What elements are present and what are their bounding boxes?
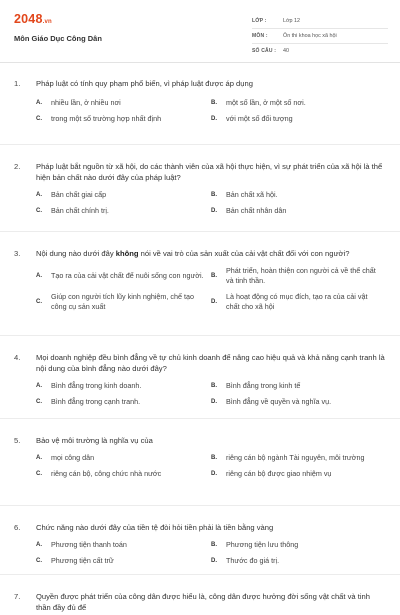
question-3 (0, 232, 400, 336)
option-c[interactable] (36, 556, 211, 566)
options (14, 98, 386, 133)
question-1 (0, 62, 400, 145)
question-number: 5. (14, 436, 21, 445)
question-7 (0, 575, 400, 615)
option-text: Bản chất giai cấp (51, 190, 107, 199)
meta-value: Lớp 12 (283, 18, 301, 24)
meta-label: SỐ CÂU : (252, 48, 277, 54)
option-text: mọi công dân (51, 453, 95, 462)
option-letter: B. (211, 383, 217, 389)
option-letter: D. (211, 399, 217, 405)
option-letter: D. (211, 116, 217, 122)
option-letter: D. (211, 558, 217, 564)
question-text: 7. Quyền được phát triển của công dân được hiểu là, công dân được hưởng đời sống vật chất và tinh thần đầy đủ để (14, 592, 370, 612)
option-letter: A. (36, 542, 42, 548)
option-text: Bản chất xã hội. (226, 190, 278, 199)
question-text: 5. Bảo vệ môi trường là nghĩa vụ của (14, 436, 153, 445)
question-number: 7. (14, 592, 21, 601)
option-text: Tạo ra của cải vật chất để nuôi sống con người. (51, 271, 204, 280)
option-a[interactable] (36, 190, 211, 200)
option-text: Bản chất chính trị. (51, 206, 109, 215)
option-d[interactable] (211, 397, 386, 407)
site-logo[interactable]: 2048.vn (14, 12, 52, 26)
option-letter: D. (211, 208, 217, 214)
option-letter: B. (211, 273, 217, 279)
option-letter: C. (36, 399, 42, 405)
question-2 (0, 145, 400, 232)
option-c[interactable] (36, 397, 211, 407)
option-text: với một số đối tượng (226, 114, 293, 123)
option-letter: C. (36, 471, 42, 477)
question-5 (0, 419, 400, 506)
question-4 (0, 336, 400, 419)
option-text: Phương tiện lưu thông (226, 540, 299, 549)
options (14, 266, 386, 321)
option-d[interactable] (211, 206, 386, 216)
option-text: Bình đẳng về quyền và nghĩa vụ. (226, 397, 332, 406)
question-6 (0, 506, 400, 575)
option-text: Là hoạt động có mục đích, tạo ra của cải vật chất cho xã hội (226, 292, 368, 311)
option-text: Phương tiện cất trữ (51, 556, 114, 565)
option-letter: D. (211, 471, 217, 477)
option-letter: A. (36, 100, 42, 106)
option-c[interactable] (36, 469, 211, 479)
option-letter: B. (211, 455, 217, 461)
question-text: 2. Pháp luật bắt nguồn từ xã hội, do các thành viên của xã hội thực hiện, vì sự phát triển của xã hội là thể hiện bản chất nào dưới đây của pháp luật? (14, 162, 383, 182)
question-text: 3. Nội dung nào dưới đây không nói về vai trò của sản xuất của cải vật chất đối với con người? (14, 249, 350, 258)
meta-label: MÔN : (252, 33, 268, 39)
meta-value: Ôn thi khoa học xã hội (283, 33, 337, 39)
option-b[interactable] (211, 381, 386, 391)
meta-count-row (252, 44, 388, 58)
question-text: 1. Pháp luật có tính quy phạm phổ biến, vì pháp luật được áp dụng (14, 79, 253, 88)
exam-header (0, 0, 400, 63)
option-text: Bình đẳng trong kinh tế (226, 381, 301, 390)
option-text: Phương tiện thanh toán (51, 540, 127, 549)
option-text: Bình đẳng trong cạnh tranh. (51, 397, 141, 406)
option-text: Phát triển, hoàn thiện con người cả về thể chất và tinh thần. (226, 266, 376, 285)
option-letter: A. (36, 455, 42, 461)
option-letter: C. (36, 558, 42, 564)
option-text: riêng cán bộ ngành Tài nguyên, môi trường (226, 453, 365, 462)
option-letter: D. (211, 299, 217, 305)
option-c[interactable] (36, 206, 211, 216)
option-b[interactable] (211, 540, 386, 550)
option-d[interactable] (211, 114, 386, 124)
option-letter: A. (36, 273, 42, 279)
option-text: nhiều lần, ở nhiều nơi (51, 98, 121, 107)
option-b[interactable] (211, 190, 386, 200)
option-letter: A. (36, 192, 42, 198)
option-a[interactable] (36, 98, 211, 108)
subject-title: Môn Giáo Dục Công Dân (14, 34, 102, 43)
option-letter: B. (211, 100, 217, 106)
option-text: Bình đẳng trong kinh doanh. (51, 381, 142, 390)
option-a[interactable] (36, 381, 211, 391)
option-b[interactable] (211, 98, 386, 108)
option-letter: C. (36, 208, 42, 214)
options (14, 540, 386, 575)
question-number: 1. (14, 79, 21, 88)
option-d[interactable] (211, 469, 386, 479)
question-number: 6. (14, 523, 21, 532)
option-text: Giúp con người tích lũy kinh nghiệm, chế tạo công cụ sản xuất (51, 292, 194, 311)
option-a[interactable] (36, 540, 211, 550)
option-text: Bản chất nhân dân (226, 206, 287, 215)
option-c[interactable] (36, 292, 211, 312)
emphasis-not: không (115, 249, 139, 258)
option-letter: A. (36, 383, 42, 389)
options (14, 381, 386, 416)
meta-label: LỚP : (252, 18, 267, 24)
question-number: 2. (14, 162, 21, 171)
question-list (0, 62, 400, 615)
question-number: 3. (14, 249, 21, 258)
option-text: trong một số trường hợp nhất định (51, 114, 162, 123)
meta-subject-row (252, 29, 388, 44)
option-a[interactable] (36, 453, 211, 463)
question-text: 4. Mọi doanh nghiệp đều bình đẳng về tự chủ kinh doanh để nâng cao hiệu quả và khả năng cạnh tranh là nội dung của bình đẳng nào dưới đây? (14, 353, 385, 373)
option-a[interactable] (36, 266, 211, 286)
options (14, 190, 386, 225)
meta-class-row (252, 14, 388, 29)
option-b[interactable] (211, 453, 386, 463)
question-number: 4. (14, 353, 21, 362)
option-c[interactable] (36, 114, 211, 124)
option-b[interactable] (211, 266, 386, 286)
option-d[interactable] (211, 292, 386, 312)
option-text: riêng cán bộ được giao nhiệm vụ (226, 469, 332, 478)
option-letter: C. (36, 116, 42, 122)
option-letter: B. (211, 542, 217, 548)
option-letter: B. (211, 192, 217, 198)
option-text: một số lần, ở một số nơi. (226, 98, 306, 107)
exam-meta (252, 14, 388, 58)
option-text: riêng cán bộ, công chức nhà nước (51, 469, 162, 478)
option-text: Thước đo giá trị. (226, 556, 280, 565)
option-d[interactable] (211, 556, 386, 566)
question-text: 6. Chức năng nào dưới đây của tiền tệ đòi hỏi tiền phải là tiền bằng vàng (14, 523, 274, 532)
options (14, 453, 386, 488)
meta-value: 40 (283, 48, 289, 54)
option-letter: C. (36, 299, 42, 305)
